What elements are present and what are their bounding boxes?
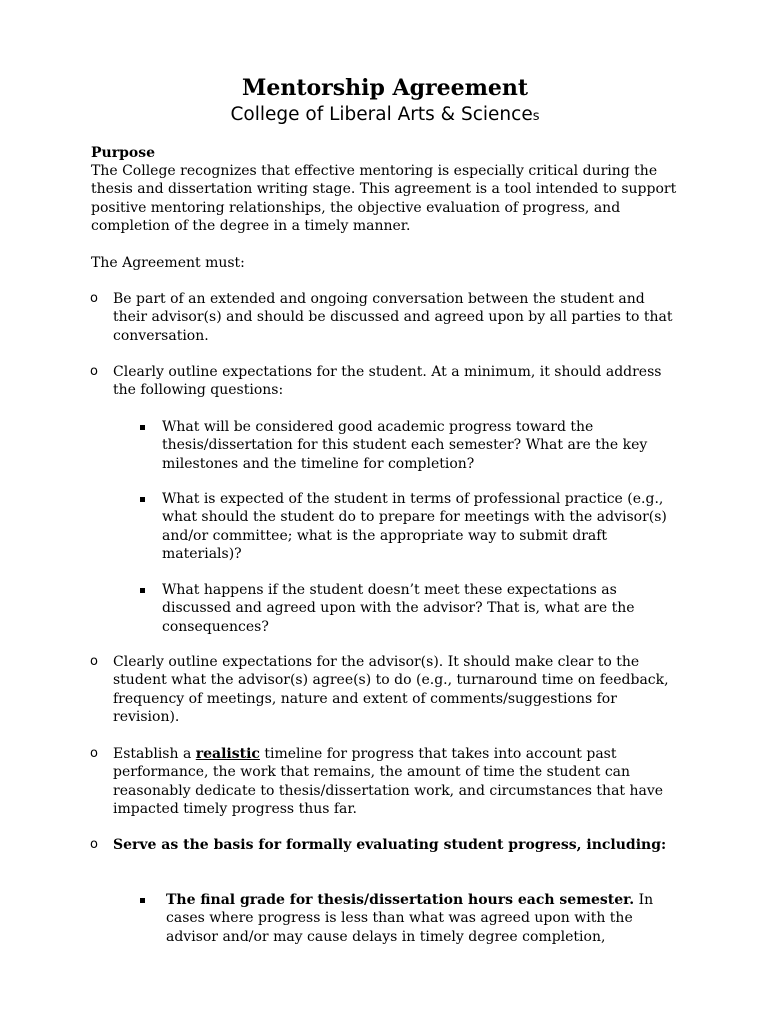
sub-item-5a xyxy=(166,891,686,946)
item4-suffix: timeline for progress that takes into account past performance, the work that remains, the amount of time the student can reasonably dedicate to thesis/dissertation work, and circumstances that have impacted timely progress thus far. xyxy=(113,746,664,818)
item4-prefix: Establish a xyxy=(113,746,196,762)
list-item-3: Clearly outline expectations for the advisor(s). It should make clear to the student what the advisor(s) agree(s) to do (e.g., turnaround time on feedback, frequency of meetings, nature and extent of comments/suggestions for revision). xyxy=(113,654,669,726)
square-bullet-icon xyxy=(140,425,145,430)
list-marker-o: o xyxy=(90,746,98,761)
document-subtitle xyxy=(0,102,770,130)
sub-item-2b: What is expected of the student in terms of professional practice (e.g., what should the student do to prepare for meetings with the advisor(s) and/or committee; what is the appropriate way to submit draft materials)? xyxy=(162,491,667,563)
square-bullet-icon xyxy=(140,497,145,502)
list-item-5: Serve as the basis for formally evaluating student progress, including: xyxy=(113,837,667,853)
agreement-must-label: The Agreement must: xyxy=(91,255,245,271)
list-item-2: Clearly outline expectations for the student. At a minimum, it should address the following questions: xyxy=(113,364,662,399)
list-item-4 xyxy=(113,745,673,819)
list-marker-o: o xyxy=(90,654,98,669)
sub-item-2c: What happens if the student doesn’t meet these expectations as discussed and agreed upon with the advisor? That is, what are the consequences? xyxy=(162,582,635,635)
list-marker-o: o xyxy=(90,291,98,306)
purpose-paragraph: The College recognizes that effective mentoring is especially critical during the thesis and dissertation writing stage. This agreement is a tool intended to support positive mentoring relationships, the objective evaluation of progress, and completion of the degree in a timely manner. xyxy=(91,163,677,235)
list-marker-o: o xyxy=(90,837,98,852)
subtitle-tail: s xyxy=(532,109,540,124)
list-item-1: Be part of an extended and ongoing conversation between the student and their advisor(s) and should be discussed and agreed upon by all parties to that conversation. xyxy=(113,291,673,344)
sub-item-2a: What will be considered good academic progress toward the thesis/dissertation for this student each semester? What are the key milestones and the timeline for completion? xyxy=(162,419,648,472)
square-bullet-icon xyxy=(140,588,145,593)
list-marker-o: o xyxy=(90,364,98,379)
document-title: Mentorship Agreement xyxy=(241,75,529,101)
sub5a-text: In cases where progress is less than what was agreed upon with the advisor and/or may cause delays in timely degree completion, xyxy=(166,892,654,945)
item4-emphasis: realistic xyxy=(195,746,260,762)
sub5a-bold-text: The final grade for thesis/dissertation hours each semester. xyxy=(166,892,635,908)
purpose-heading: Purpose xyxy=(91,145,155,161)
subtitle-main: College of Liberal Arts & Science xyxy=(230,104,533,125)
square-bullet-icon xyxy=(140,898,145,903)
